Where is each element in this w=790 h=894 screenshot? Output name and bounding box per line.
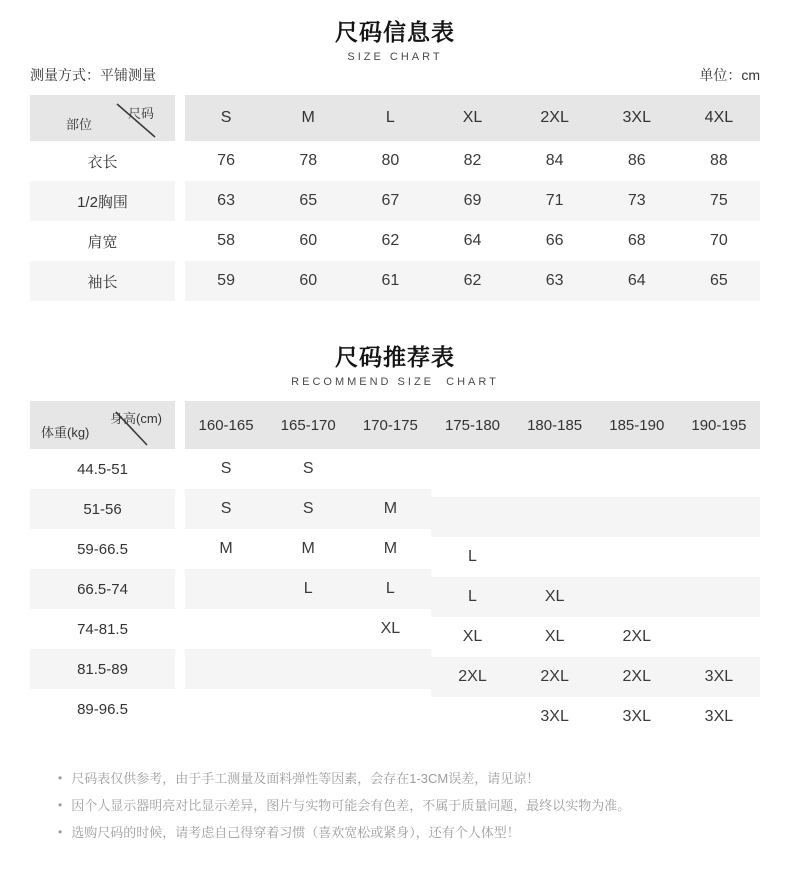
note-item [58, 765, 760, 792]
table-row [30, 449, 760, 489]
row-label: 51-56 [30, 489, 175, 529]
bullet-icon: • [58, 825, 63, 839]
corner-row-axis-label: 部位 [66, 117, 93, 132]
table-cell: 64 [463, 232, 482, 249]
table-cell: 3XL [704, 708, 734, 725]
col-header-l: L [349, 95, 431, 141]
col-header-height-range: 170-175 [349, 401, 431, 449]
table-cell [596, 577, 678, 617]
row-label: 81.5-89 [30, 649, 175, 689]
table-cell: S [302, 460, 314, 477]
table-cell: S [220, 460, 232, 477]
table-cell: 78 [299, 152, 318, 169]
table-cell: 63 [185, 181, 267, 221]
table-cell: 63 [514, 261, 596, 301]
table-cell [267, 649, 349, 689]
table-cell: 61 [349, 261, 431, 301]
table-cell [514, 537, 596, 577]
table-cell [678, 537, 760, 577]
col-header-m: M [267, 95, 349, 141]
table-cell: 60 [299, 232, 318, 249]
col-header-height-range: 180-185 [514, 401, 596, 449]
table-row [30, 221, 760, 261]
table-cell: 60 [267, 261, 349, 301]
table-row [30, 141, 760, 181]
corner-cell [30, 95, 175, 141]
table-cell: 68 [627, 232, 646, 249]
table-cell [596, 457, 678, 497]
col-header-height-range: 190-195 [678, 401, 760, 449]
row-label: 59-66.5 [77, 540, 128, 558]
section2-title: 尺码推荐表 [335, 344, 455, 370]
table-cell: L [431, 577, 513, 617]
table-cell: 65 [678, 261, 760, 301]
table-cell: 3XL [622, 708, 651, 725]
note-text: 尺码表仅供参考，由于手工测量及面料弹性等因素，会存在1-3CM误差，请见谅！ [71, 771, 540, 786]
col-header-xl: XL [431, 95, 513, 141]
section2-subtitle: RECOMMEND SIZE CHART [291, 376, 499, 388]
table-cell: 2XL [596, 657, 678, 697]
table-row [30, 181, 760, 221]
table-cell [431, 497, 513, 537]
table-cell: M [301, 540, 315, 557]
table-cell [267, 609, 349, 649]
table-cell: XL [544, 628, 565, 645]
note-item [58, 819, 760, 846]
unit-label: 单位：cm [699, 67, 760, 83]
col-header-s: S [185, 95, 267, 141]
row-label: 66.5-74 [30, 569, 175, 609]
bullet-icon: • [58, 798, 63, 812]
table-cell: 59 [185, 261, 267, 301]
table-cell [678, 457, 760, 497]
row-label: 袖长 [30, 261, 175, 301]
notes-list [30, 765, 760, 846]
table-cell: XL [380, 620, 401, 637]
note-text: 因个人显示器明亮对比显示差异，图片与实物可能会有色差，不属于质量问题，最终以实物为准。 [71, 798, 631, 813]
table-cell [349, 649, 431, 689]
meta-row [30, 67, 760, 83]
table-cell [678, 497, 760, 537]
table-cell: 2XL [514, 657, 596, 697]
col-header-4xl: 4XL [678, 95, 760, 141]
table-cell: XL [514, 577, 596, 617]
table-cell: 62 [381, 232, 400, 249]
size-info-header-row [30, 95, 760, 141]
row-label: 肩宽 [87, 233, 118, 251]
table-cell: 65 [267, 181, 349, 221]
table-cell [349, 689, 431, 729]
table-cell [185, 649, 267, 689]
table-cell: 82 [463, 152, 482, 169]
table-cell: L [468, 548, 477, 565]
table-cell: M [349, 489, 431, 529]
table-cell [267, 689, 349, 729]
table-cell: 76 [217, 152, 235, 169]
table-cell [185, 609, 267, 649]
row-label: 44.5-51 [77, 460, 128, 478]
row-label: 74-81.5 [77, 620, 128, 638]
table-cell: 3XL [678, 657, 760, 697]
table-cell: 2XL [622, 628, 651, 645]
table-cell: 71 [514, 181, 596, 221]
table-cell: 66 [545, 232, 564, 249]
table-cell [678, 577, 760, 617]
corner-row-axis-label: 体重(kg) [41, 425, 90, 440]
table-cell [678, 617, 760, 657]
table-cell [431, 697, 513, 737]
size-info-table [30, 95, 760, 301]
table-cell: 3XL [540, 708, 569, 725]
table-cell: S [185, 489, 267, 529]
section1-subtitle: SIZE CHART [347, 51, 443, 63]
table-cell [349, 449, 431, 489]
note-item [58, 792, 760, 819]
table-cell [514, 497, 596, 537]
table-cell: 69 [431, 181, 513, 221]
table-cell: 70 [710, 232, 728, 249]
table-cell: 86 [627, 152, 646, 169]
row-label: 89-96.5 [77, 700, 128, 718]
table-cell: L [267, 569, 349, 609]
row-label: 1/2胸围 [30, 181, 175, 221]
col-header-height-range: 165-170 [267, 401, 349, 449]
corner-col-axis-label: 尺码 [127, 106, 154, 121]
table-cell [514, 457, 596, 497]
row-label: 衣长 [87, 153, 118, 171]
col-header-height-range: 185-190 [596, 401, 678, 449]
table-cell: 64 [596, 261, 678, 301]
table-cell: 67 [349, 181, 431, 221]
table-cell: S [267, 489, 349, 529]
table-cell [431, 457, 513, 497]
measure-method-label: 测量方式：平铺测量 [30, 67, 156, 83]
table-cell: 80 [381, 152, 400, 169]
table-cell: 2XL [431, 657, 513, 697]
table-cell: L [349, 569, 431, 609]
table-cell [185, 689, 267, 729]
table-cell: M [219, 540, 233, 557]
corner-col-axis-label: 身高(cm) [110, 411, 162, 426]
col-header-height-range: 160-165 [185, 401, 267, 449]
bullet-icon: • [58, 771, 63, 785]
recommend-header-row [30, 401, 760, 449]
table-cell [596, 497, 678, 537]
table-cell: XL [462, 628, 483, 645]
table-cell: 62 [431, 261, 513, 301]
recommend-size-table [30, 401, 760, 729]
col-header-2xl: 2XL [514, 95, 596, 141]
note-text: 选购尺码的时候，请考虑自己得穿着习惯（喜欢宽松或紧身），还有个人体型！ [71, 825, 520, 840]
table-cell: 58 [217, 232, 235, 249]
recommend-section [30, 343, 760, 389]
table-cell [185, 569, 267, 609]
col-header-3xl: 3XL [596, 95, 678, 141]
table-cell [596, 537, 678, 577]
corner-cell [30, 401, 175, 449]
table-cell: 73 [596, 181, 678, 221]
col-header-height-range: 175-180 [431, 401, 513, 449]
section1-title: 尺码信息表 [335, 19, 455, 45]
table-row [30, 261, 760, 301]
table-cell: 75 [678, 181, 760, 221]
table-cell: M [383, 540, 398, 557]
table-cell: 88 [710, 152, 728, 169]
table-cell: 84 [545, 152, 564, 169]
